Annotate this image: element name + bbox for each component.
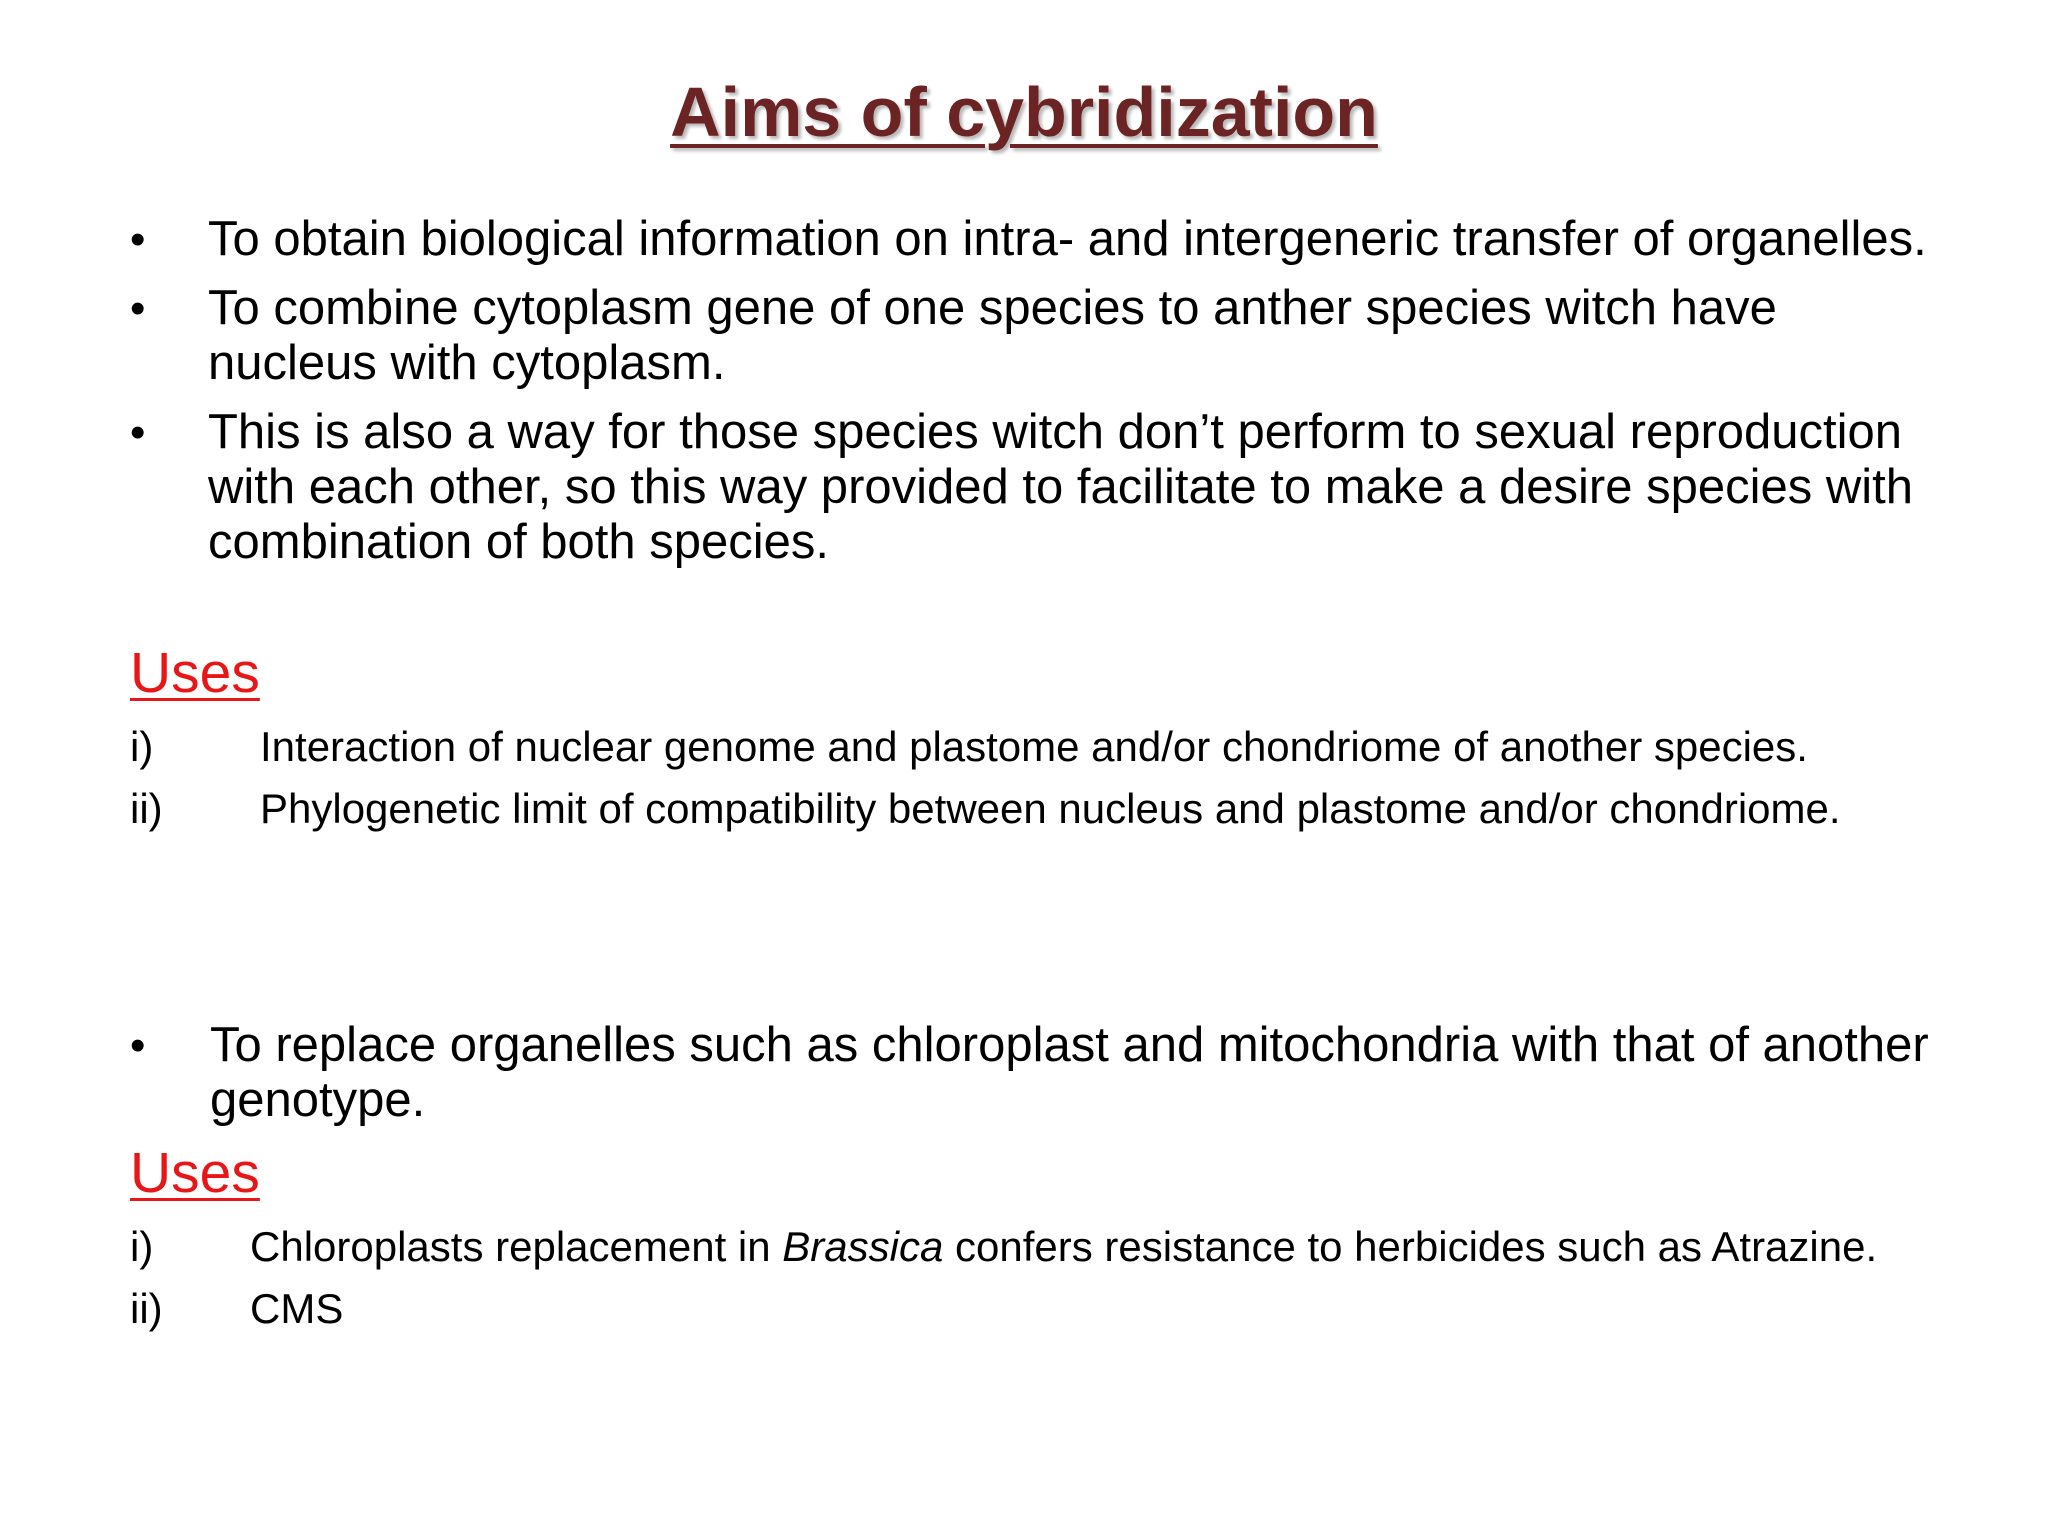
aim-item [130, 405, 1950, 570]
use-item [130, 784, 1930, 834]
uses-heading-1: Uses [130, 641, 260, 705]
use-item [130, 722, 1930, 772]
bullet-icon: • [130, 215, 146, 264]
aim-item [130, 281, 1950, 391]
use-number: i) [130, 1223, 154, 1270]
uses-list-1 [130, 722, 1930, 846]
use-number: i) [130, 723, 154, 770]
bullet-icon: • [130, 408, 146, 457]
slide-title: Aims of cybridization [670, 73, 1378, 151]
use-number: ii) [130, 785, 163, 832]
uses-list-2 [130, 1222, 1930, 1346]
use-text: Interaction of nuclear genome and plastome and/or chondriome of another species. [260, 723, 1808, 770]
aims-list-2 [130, 1018, 1950, 1142]
aim-text: To obtain biological information on intra- and intergeneric transfer of organelles. [208, 212, 1927, 266]
aim-text: This is also a way for those species witch don’t perform to sexual reproduction with each other, so this way provided to facilitate to make a desire species with combination of both species. [208, 405, 1913, 569]
use-number: ii) [130, 1285, 163, 1332]
aim-text: To combine cytoplasm gene of one species to anther species witch have nucleus with cytoplasm. [208, 281, 1777, 390]
bullet-icon: • [130, 1021, 146, 1070]
aim-text: To replace organelles such as chloroplast and mitochondria with that of another genotype. [210, 1018, 1929, 1127]
uses-heading-2: Uses [130, 1141, 260, 1205]
bullet-icon: • [130, 284, 146, 333]
use-text-italic: Brassica [782, 1223, 944, 1270]
aims-list-1 [130, 212, 1950, 584]
use-text: CMS [250, 1285, 344, 1332]
use-text-post: confers resistance to herbicides such as Atrazine. [943, 1223, 1878, 1270]
use-text: Phylogenetic limit of compatibility between nucleus and plastome and/or chondriome. [260, 785, 1841, 832]
use-item [130, 1222, 1930, 1272]
aim-item [130, 1018, 1950, 1128]
use-item [130, 1284, 1930, 1334]
use-text-pre: Chloroplasts replacement in [250, 1223, 783, 1270]
aim-item [130, 212, 1950, 267]
